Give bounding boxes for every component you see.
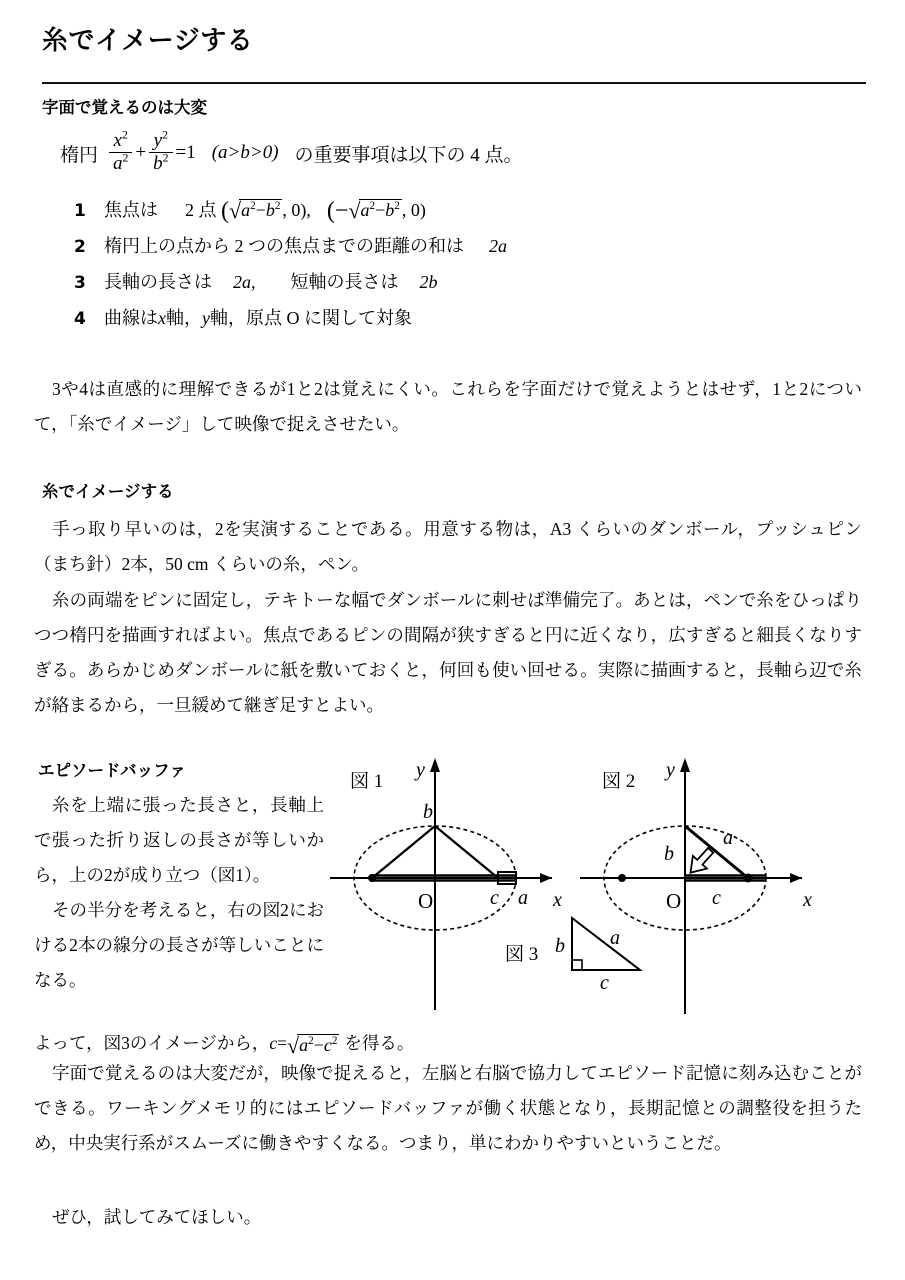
list-item [74, 232, 507, 268]
paragraph-after-list: 3や4は直感的に理解できるが1と2は覚えにくい。これらを字面だけで覚えようとはせず，1と2について，「糸でイメージ」して映像で捉えさせたい。 [34, 379, 862, 434]
list-item-index: 1 [74, 201, 86, 221]
fig1-left-focus-point [368, 874, 376, 882]
item1-rad-b-exp: 2 [274, 200, 281, 212]
page-title: 糸でイメージする [42, 26, 254, 56]
item2-text: 楕円上の点から 2 つの焦点までの距離の和は [104, 236, 464, 256]
item3-value-b: 2b [419, 272, 438, 292]
figure-1-label: 図 1 [350, 771, 384, 792]
yotte-rad-minus: − [313, 1034, 324, 1055]
item1-point1-close: , 0), [282, 200, 311, 220]
list-item-content [104, 196, 426, 222]
figure-3-label: 図 3 [505, 944, 539, 965]
yotte-rad-c: c [323, 1034, 332, 1055]
fig1-x-axis-arrowhead [540, 873, 552, 883]
list-item-content [104, 232, 507, 258]
list-item-content [104, 304, 412, 330]
fig2-label-x-axis: x [803, 889, 812, 911]
fig1-label-y-axis: y [416, 759, 425, 781]
item3-text-b: 短軸の長さは [290, 272, 399, 292]
item2-value: 2a [489, 236, 507, 256]
item1b-rad-minus: − [375, 200, 386, 220]
fig1-label-origin: O [418, 889, 434, 913]
section-heading-jimen: 字面で覚えるのは大変 [42, 98, 207, 117]
fig2-right-focus-point [744, 874, 753, 883]
fraction-x2-a2 [109, 128, 132, 174]
title-divider [42, 82, 866, 84]
list-item [74, 196, 507, 232]
item1-point2-close: , 0) [401, 200, 426, 220]
fig1-label-x-axis: x [553, 889, 562, 911]
item1-rad-a: a [241, 200, 251, 220]
yotte-equals: = [277, 1033, 288, 1053]
fig2-x-axis-arrowhead [790, 873, 802, 883]
paragraph-epi-1: 糸を上端に張った長さと，長軸上で張った折り返しの長さが等しいから，上の2が成り立つ（図1）。 [34, 795, 324, 885]
item1b-rad-a-exp: 2 [369, 200, 376, 212]
item1-two-points: 2 点 [185, 200, 217, 220]
fig1-string-right-segment [435, 826, 498, 878]
fig3-label-a: a [610, 927, 620, 949]
fig1-label-c: c [490, 887, 499, 909]
figure-2-label: 図 2 [602, 771, 636, 792]
ellipse-equation-line [60, 128, 523, 175]
fig2-left-focus-point [618, 874, 626, 882]
section-heading-epi: エピソードバッファ [38, 761, 186, 780]
list-item-index: 2 [74, 237, 86, 257]
item4-var-x: x [158, 308, 166, 328]
paragraph-closing: ぜひ，試してみてほしい。 [52, 1207, 262, 1227]
list-item-index: 3 [74, 273, 86, 293]
fig2-label-a: a [723, 827, 733, 849]
frac2-numerator: y [153, 130, 163, 151]
fig2-label-b: b [664, 843, 674, 865]
epi-column-text [34, 788, 324, 998]
figure-1-diagram [330, 752, 570, 1022]
yotte-rad-c-exp: 2 [331, 1034, 338, 1047]
formula-condition: (a>b>0) [211, 142, 279, 164]
list-item [74, 304, 507, 340]
fig3-label-b: b [555, 935, 565, 957]
section-heading-ito: 糸でイメージする [42, 482, 174, 501]
item4-var-y: y [202, 308, 210, 328]
item1-rad-a-exp: 2 [250, 200, 256, 212]
item1-lead: 焦点は [104, 200, 158, 220]
frac1-numerator: x [113, 130, 122, 151]
yotte-suffix: を得る。 [344, 1033, 415, 1053]
sqrt-a2-minus-b2-negative: √ $a^2-b^2$ [348, 198, 400, 223]
paragraph-ito-1: 手っ取り早いのは，2を実演することである。用意する物は，A3 くらいのダンボール，プッシュピン（まち針）2本，50 cm くらいの糸，ペン。 [34, 519, 862, 574]
sqrt-a2-minus-b2-positive: √ $a^2-b^2$ [229, 198, 281, 223]
paragraph-epi-2: その半分を考えると，右の図2における2本の線分の長さが等しいことになる。 [34, 900, 324, 990]
paragraph-conclusion: 字面で覚えるのは大変だが，映像で捉えると，左脳と右脳で協力してエピソード記憶に刻み込むことができる。ワーキングメモリ的にはエピソードバッファが働く状態となり，長期記憶との調整役を担うため，中央実行系がスムーズに働きやすくなる。つまり，単にわかりやすいということだ。 [34, 1063, 862, 1153]
sqrt-a2-minus-c2: √ $a^2-c^2$ [287, 1032, 338, 1058]
yotte-rad-a-exp: 2 [308, 1034, 314, 1047]
fig1-label-b: b [423, 801, 433, 823]
figure-3-diagram [552, 912, 672, 992]
list-item-index: 4 [74, 309, 86, 329]
fig2-label-origin: O [666, 889, 682, 913]
fig1-label-a: a [518, 887, 528, 909]
item1b-rad-b: b [385, 200, 395, 220]
item4-seg2: 軸， [166, 308, 202, 328]
item1b-rad-b-exp: 2 [394, 200, 400, 212]
paragraph-ito-2: 糸の両端をピンに固定し，テキトーな幅でダンボールに刺せば準備完了。あとは，ペンで糸をひっぱりつつ楕円を描画すればよい。焦点であるピンの間隔が狭すぎると円に近くなり，広すぎると細長くなりすぎる。あらかじめダンボールに紙を敷いておくと，何回も使い回せる。実際に描画すると，長軸ら辺で糸が絡まるから，一旦緩めて継ぎ足すとよい。 [34, 590, 862, 715]
item3-text-a: 長軸の長さは [104, 272, 212, 292]
list-item [74, 268, 507, 304]
item1-paren-open: ( [221, 198, 229, 224]
frac2-denominator-exponent: 2 [162, 151, 169, 165]
item1-paren-open-2: (− [326, 198, 349, 224]
item4-seg3: 軸，原点 O に関して対象 [210, 308, 412, 328]
figures-container [330, 752, 905, 1027]
item4-seg1: 曲線は [104, 308, 158, 328]
item3-value-a: 2a, [233, 272, 256, 292]
item1-rad-minus: − [255, 200, 266, 220]
frac1-denominator-exponent: 2 [122, 151, 129, 165]
fig2-label-y-axis: y [666, 759, 675, 781]
fig3-label-c: c [600, 972, 609, 992]
formula-suffix: の重要事項は以下の 4 点。 [294, 144, 523, 166]
fraction-y2-b2 [149, 128, 172, 174]
yotte-prefix: よって，図3のイメージから， [34, 1033, 270, 1053]
frac2-denominator: b [153, 152, 163, 174]
list-item-content [104, 268, 438, 294]
formula-plus-sign: + [135, 142, 147, 164]
key-points-list [74, 196, 507, 340]
item1b-rad-a: a [360, 200, 370, 220]
formula-equals-one: =1 [175, 142, 196, 164]
frac1-denominator: a [113, 152, 123, 174]
fig2-label-c: c [712, 887, 721, 909]
frac1-numerator-exponent: 2 [121, 128, 128, 142]
item1-rad-b: b [265, 200, 275, 220]
fig1-string-left-segment [372, 826, 435, 878]
frac2-numerator-exponent: 2 [162, 128, 168, 142]
fig1-y-axis-arrowhead [430, 758, 440, 772]
formula-prefix: 楕円 [60, 144, 99, 166]
fig2-y-axis-arrowhead [680, 758, 690, 772]
yotte-lhs: c [269, 1033, 278, 1053]
yotte-rad-a: a [299, 1034, 309, 1055]
fig3-right-angle-marker [572, 960, 582, 970]
